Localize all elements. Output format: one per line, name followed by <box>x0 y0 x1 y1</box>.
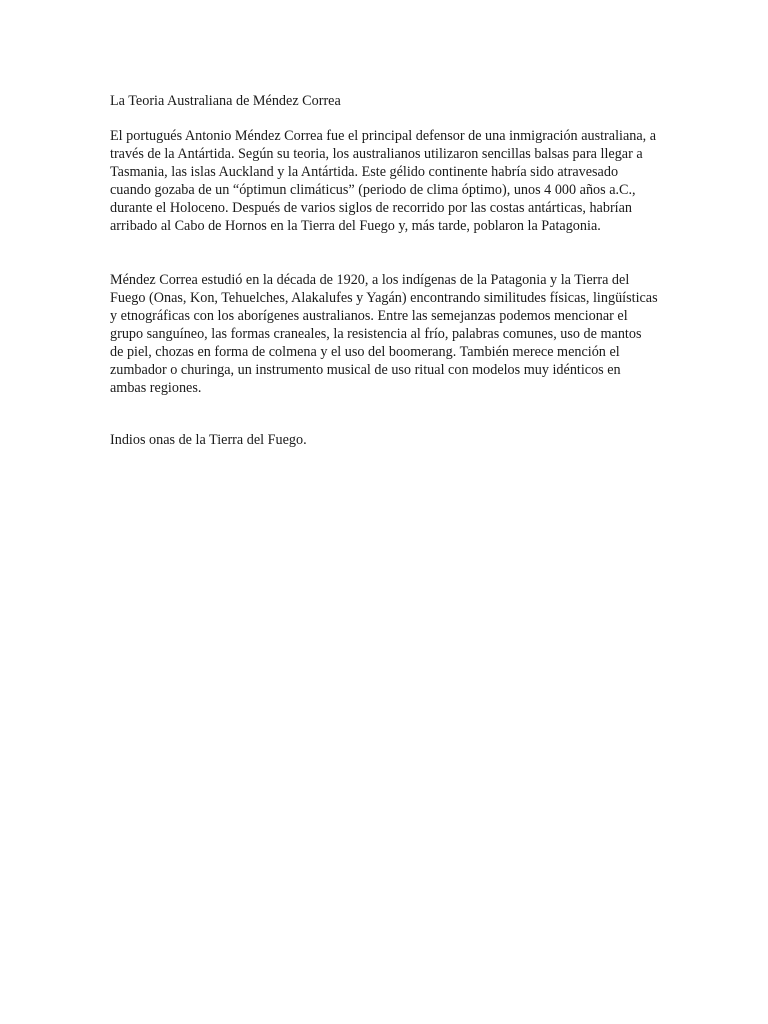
document-title: La Teoria Australiana de Méndez Correa <box>110 93 341 109</box>
image-caption: Indios onas de la Tierra del Fuego. <box>110 432 307 448</box>
paragraph-1: El portugués Antonio Méndez Correa fue el principal defensor de una inmigración australiana, a través de la Antártida. Según su teoria, los australianos utilizaron sencillas balsas para llegar a Tasmania, las islas Auckland y la Antártida. Este gélido continente habría sido atravesado cuando gozaba de un “óptimun climáticus” (periodo de clima óptimo), unos 4 000 años a.C., durante el Holoceno. Después de varios siglos de recorrido por las costas antárticas, habrían arribado al Cabo de Hornos en la Tierra del Fuego y, más tarde, poblaron la Patagonia. <box>110 128 657 234</box>
paragraph-2: Méndez Correa estudió en la década de 1920, a los indígenas de la Patagonia y la Tierra del Fuego (Onas, Kon, Tehuelches, Alakalufes y Yagán) encontrando similitudes físicas, lingüísticas y etnográficas con los aborígenes australianos. Entre las semejanzas podemos mencionar el grupo sanguíneo, las formas craneales, la resistencia al frío, palabras comunes, uso de mantos de piel, chozas en forma de colmena y el uso del boomerang. También merece mención el zumbador o churinga, un instrumento musical de uso ritual con modelos muy idénticos en ambas regiones. <box>110 272 658 396</box>
